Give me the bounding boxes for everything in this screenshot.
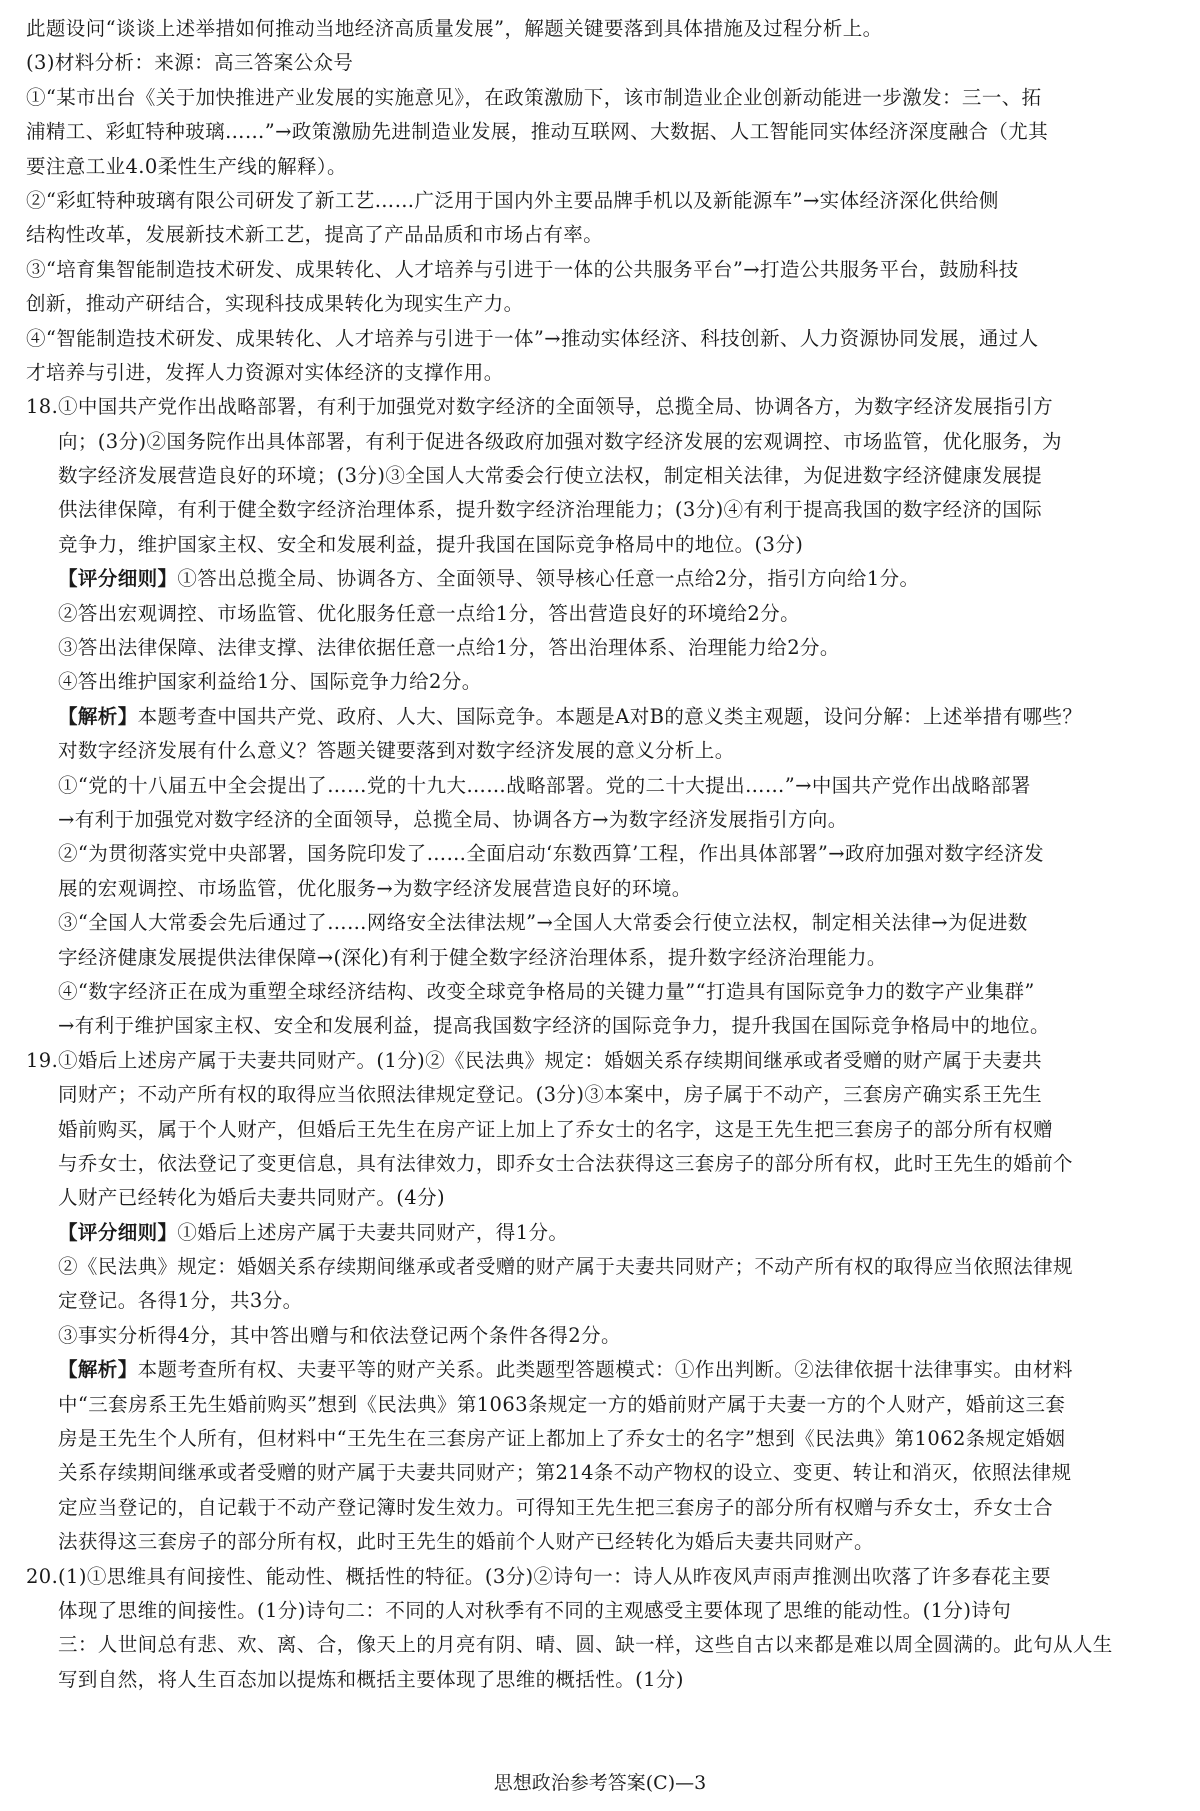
text-line [26, 493, 1174, 527]
line-text: 对数字经济发展有什么意义？答题关键要落到对数字经济发展的意义分析上。 [58, 739, 735, 763]
line-text: 关系存续期间继承或者受赠的财产属于夫妻共同财产；第214条不动产物权的设立、变更、转让和消灭，依照法律规 [58, 1461, 1072, 1485]
section-marker: 【解析】 [58, 1358, 138, 1382]
answer-text-body [26, 12, 1174, 1697]
text-line [26, 700, 1174, 734]
line-text: 才培养与引进，发挥人力资源对实体经济的支撑作用。 [26, 360, 504, 384]
text-line [26, 1009, 1174, 1043]
text-line [26, 562, 1174, 596]
text-line [26, 1628, 1174, 1662]
text-line [26, 769, 1174, 803]
line-text: 房是王先生个人所有，但材料中“王先生在三套房产证上都加上了乔女士的名字”想到《民法典》第1062条规定婚姻 [58, 1427, 1066, 1451]
page-footer: 思想政治参考答案(C)—3 [493, 1772, 707, 1794]
text-line [26, 322, 1174, 356]
line-text: 展的宏观调控、市场监管，优化服务→为数字经济发展营造良好的环境。 [58, 876, 692, 900]
line-text: ①婚后上述房产属于夫妻共同财产。(1分)②《民法典》规定：婚姻关系存续期间继承或者受赠的财产属于夫妻共 [58, 1048, 1043, 1072]
line-text: ①中国共产党作出战略部署，有利于加强党对数字经济的全面领导，总揽全局、协调各方，为数字经济发展指引方 [58, 395, 1054, 419]
line-text: 结构性改革，发展新技术新工艺，提高了产品品质和市场占有率。 [26, 223, 604, 247]
text-line [26, 1525, 1174, 1559]
section-marker: 【评分细则】 [58, 1220, 178, 1244]
line-text: 【解析】本题考查所有权、夫妻平等的财产关系。此类题型答题模式：①作出判断。②法律依据十法律事实。由材料 [58, 1358, 1073, 1382]
line-text: ③“全国人大常委会先后通过了……网络安全法律法规”→全国人大常委会行使立法权，制定相关法律→为促进数 [58, 911, 1028, 935]
text-line [26, 150, 1174, 184]
line-text: 中“三套房系王先生婚前购买”想到《民法典》第1063条规定一方的婚前财产属于夫妻一方的个人财产，婚前这三套 [58, 1392, 1066, 1416]
line-text: ①“党的十八届五中全会提出了……党的十九大……战略部署。党的二十大提出……”→中国共产党作出战略部署 [58, 773, 1031, 797]
text-line [26, 941, 1174, 975]
line-text: ②答出宏观调控、市场监管、优化服务任意一点给1分，答出营造良好的环境给2分。 [58, 601, 801, 625]
text-line [26, 665, 1174, 699]
text-line [26, 1181, 1174, 1215]
line-text: 法获得这三套房子的部分所有权，此时王先生的婚前个人财产已经转化为婚后夫妻共同财产。 [58, 1530, 874, 1554]
text-line [26, 906, 1174, 940]
line-text: →有利于维护国家主权、安全和发展利益，提高我国数字经济的国际竞争力，提升我国在国际竞争格局中的地位。 [58, 1014, 1050, 1038]
section-marker: 【解析】 [58, 704, 138, 728]
text-line [26, 1216, 1174, 1250]
line-text: 写到自然，将人生百态加以提炼和概括主要体现了思维的概括性。(1分) [58, 1667, 684, 1691]
text-line [26, 1663, 1174, 1697]
text-line [26, 356, 1174, 390]
text-line [26, 218, 1174, 252]
line-text: 浦精工、彩虹特种玻璃……”→政策激励先进制造业发展，推动互联网、大数据、人工智能同实体经济深度融合（尤其 [26, 120, 1049, 144]
text-line [26, 287, 1174, 321]
line-text: 【评分细则】①答出总揽全局、协调各方、全面领导、领导核心任意一点给2分，指引方向给1分。 [58, 567, 920, 591]
text-line [26, 1113, 1174, 1147]
text-line [26, 1491, 1174, 1525]
question-number: 20. [26, 1564, 59, 1588]
text-line [26, 1147, 1174, 1181]
line-text: 创新，推动产研结合，实现科技成果转化为现实生产力。 [26, 292, 524, 316]
section-marker: 【评分细则】 [58, 567, 178, 591]
line-text: ③“培育集智能制造技术研发、成果转化、人才培养与引进于一体的公共服务平台”→打造公共服务平台，鼓励科技 [26, 257, 1019, 281]
line-text: 【评分细则】①婚后上述房产属于夫妻共同财产，得1分。 [58, 1220, 569, 1244]
text-line [26, 12, 1174, 46]
line-text: 同财产；不动产所有权的取得应当依照法律规定登记。(3分)③本案中，房子属于不动产，三套房产确实系王先生 [58, 1083, 1043, 1107]
question-number: 18. [26, 395, 59, 419]
text-line [26, 46, 1174, 80]
line-text: 人财产已经转化为婚后夫妻共同财产。(4分) [58, 1186, 446, 1210]
line-text: 要注意工业4.0柔性生产线的解释）。 [26, 154, 347, 178]
line-text: ②“为贯彻落实党中央部署，国务院印发了……全面启动‘东数西算’工程，作出具体部署”→政府加强对数字经济发 [58, 842, 1044, 866]
line-text: ④“数字经济正在成为重塑全球经济结构、改变全球竞争格局的关键力量”“打造具有国际竞争力的数字产业集群” [58, 979, 1035, 1003]
text-line [26, 1284, 1174, 1318]
text-line [26, 528, 1174, 562]
text-line [26, 184, 1174, 218]
line-text: 【解析】本题考查中国共产党、政府、人大、国际竞争。本题是A对B的意义类主观题，设问分解：上述举措有哪些？ [58, 704, 1083, 728]
line-text: →有利于加强党对数字经济的全面领导，总揽全局、协调各方→为数字经济发展指引方向。 [58, 807, 848, 831]
line-text: 三：人世间总有悲、欢、离、合，像天上的月亮有阴、晴、圆、缺一样，这些自古以来都是难以周全圆满的。此句从人生 [58, 1633, 1113, 1657]
line-text: 定登记。各得1分，共3分。 [58, 1289, 303, 1313]
line-text: 字经济健康发展提供法律保障→(深化)有利于健全数字经济治理体系，提升数字经济治理能力。 [58, 945, 887, 969]
line-text: 此题设问“谈谈上述举措如何推动当地经济高质量发展”，解题关键要落到具体措施及过程分析上。 [26, 17, 883, 40]
line-text: ②“彩虹特种玻璃有限公司研发了新工艺……广泛用于国内外主要品牌手机以及新能源车”→实体经济深化供给侧 [26, 188, 999, 212]
text-line [26, 872, 1174, 906]
line-text: ④“智能制造技术研发、成果转化、人才培养与引进于一体”→推动实体经济、科技创新、人力资源协同发展，通过人 [26, 326, 1039, 350]
line-text: 竞争力，维护国家主权、安全和发展利益，提升我国在国际竞争格局中的地位。(3分) [58, 532, 804, 556]
line-text: 供法律保障，有利于健全数字经济治理体系，提升数字经济治理能力；(3分)④有利于提高我国的数字经济的国际 [58, 498, 1043, 522]
question-number: 19. [26, 1048, 59, 1072]
text-line [26, 1319, 1174, 1353]
text-line [26, 597, 1174, 631]
text-line [26, 803, 1174, 837]
text-line [26, 1594, 1174, 1628]
line-text: ③事实分析得4分，其中答出赠与和依法登记两个条件各得2分。 [58, 1323, 621, 1347]
text-line [26, 81, 1174, 115]
text-line [26, 1078, 1174, 1112]
text-line [26, 1388, 1174, 1422]
text-line [26, 425, 1174, 459]
line-text: 向；(3分)②国务院作出具体部署，有利于促进各级政府加强对数字经济发展的宏观调控、市场监管，优化服务，为 [58, 429, 1062, 453]
text-line [26, 1422, 1174, 1456]
line-text: 婚前购买，属于个人财产，但婚后王先生在房产证上加上了乔女士的名字，这是王先生把三套房子的部分所有权赠 [58, 1117, 1054, 1141]
text-line [26, 1456, 1174, 1490]
line-text: 定应当登记的，自记载于不动产登记簿时发生效力。可得知王先生把三套房子的部分所有权赠与乔女士，乔女士合 [58, 1495, 1054, 1519]
line-text: ③答出法律保障、法律支撑、法律依据任意一点给1分，答出治理体系、治理能力给2分。 [58, 636, 840, 660]
line-text: ②《民法典》规定：婚姻关系存续期间继承或者受赠的财产属于夫妻共同财产；不动产所有权的取得应当依照法律规 [58, 1255, 1073, 1279]
line-text: 数字经济发展营造良好的环境；(3分)③全国人大常委会行使立法权，制定相关法律，为促进数字经济健康发展提 [58, 464, 1043, 488]
text-line [26, 1353, 1174, 1387]
text-line [26, 1044, 1174, 1078]
text-line [26, 1560, 1174, 1594]
text-line [26, 115, 1174, 149]
text-line [26, 253, 1174, 287]
text-line [26, 734, 1174, 768]
text-line [26, 459, 1174, 493]
text-line [26, 390, 1174, 424]
line-text: ①“某市出台《关于加快推进产业发展的实施意见》，在政策激励下，该市制造业企业创新动能进一步激发：三一、拓 [26, 85, 1042, 109]
line-text: (1)①思维具有间接性、能动性、概括性的特征。(3分)②诗句一：诗人从昨夜风声雨声推测出吹落了许多春花主要 [58, 1564, 1051, 1588]
line-text: (3)材料分析：来源：高三答案公众号 [26, 51, 354, 75]
text-line [26, 1250, 1174, 1284]
line-text: 体现了思维的间接性。(1分)诗句二：不同的人对秋季有不同的主观感受主要体现了思维的能动性。(1分)诗句 [58, 1598, 1012, 1622]
line-text: 与乔女士，依法登记了变更信息，具有法律效力，即乔女士合法获得这三套房子的部分所有权，此时王先生的婚前个 [58, 1151, 1073, 1175]
line-text: ④答出维护国家利益给1分、国际竞争力给2分。 [58, 670, 482, 694]
text-line [26, 837, 1174, 871]
text-line [26, 975, 1174, 1009]
text-line [26, 631, 1174, 665]
